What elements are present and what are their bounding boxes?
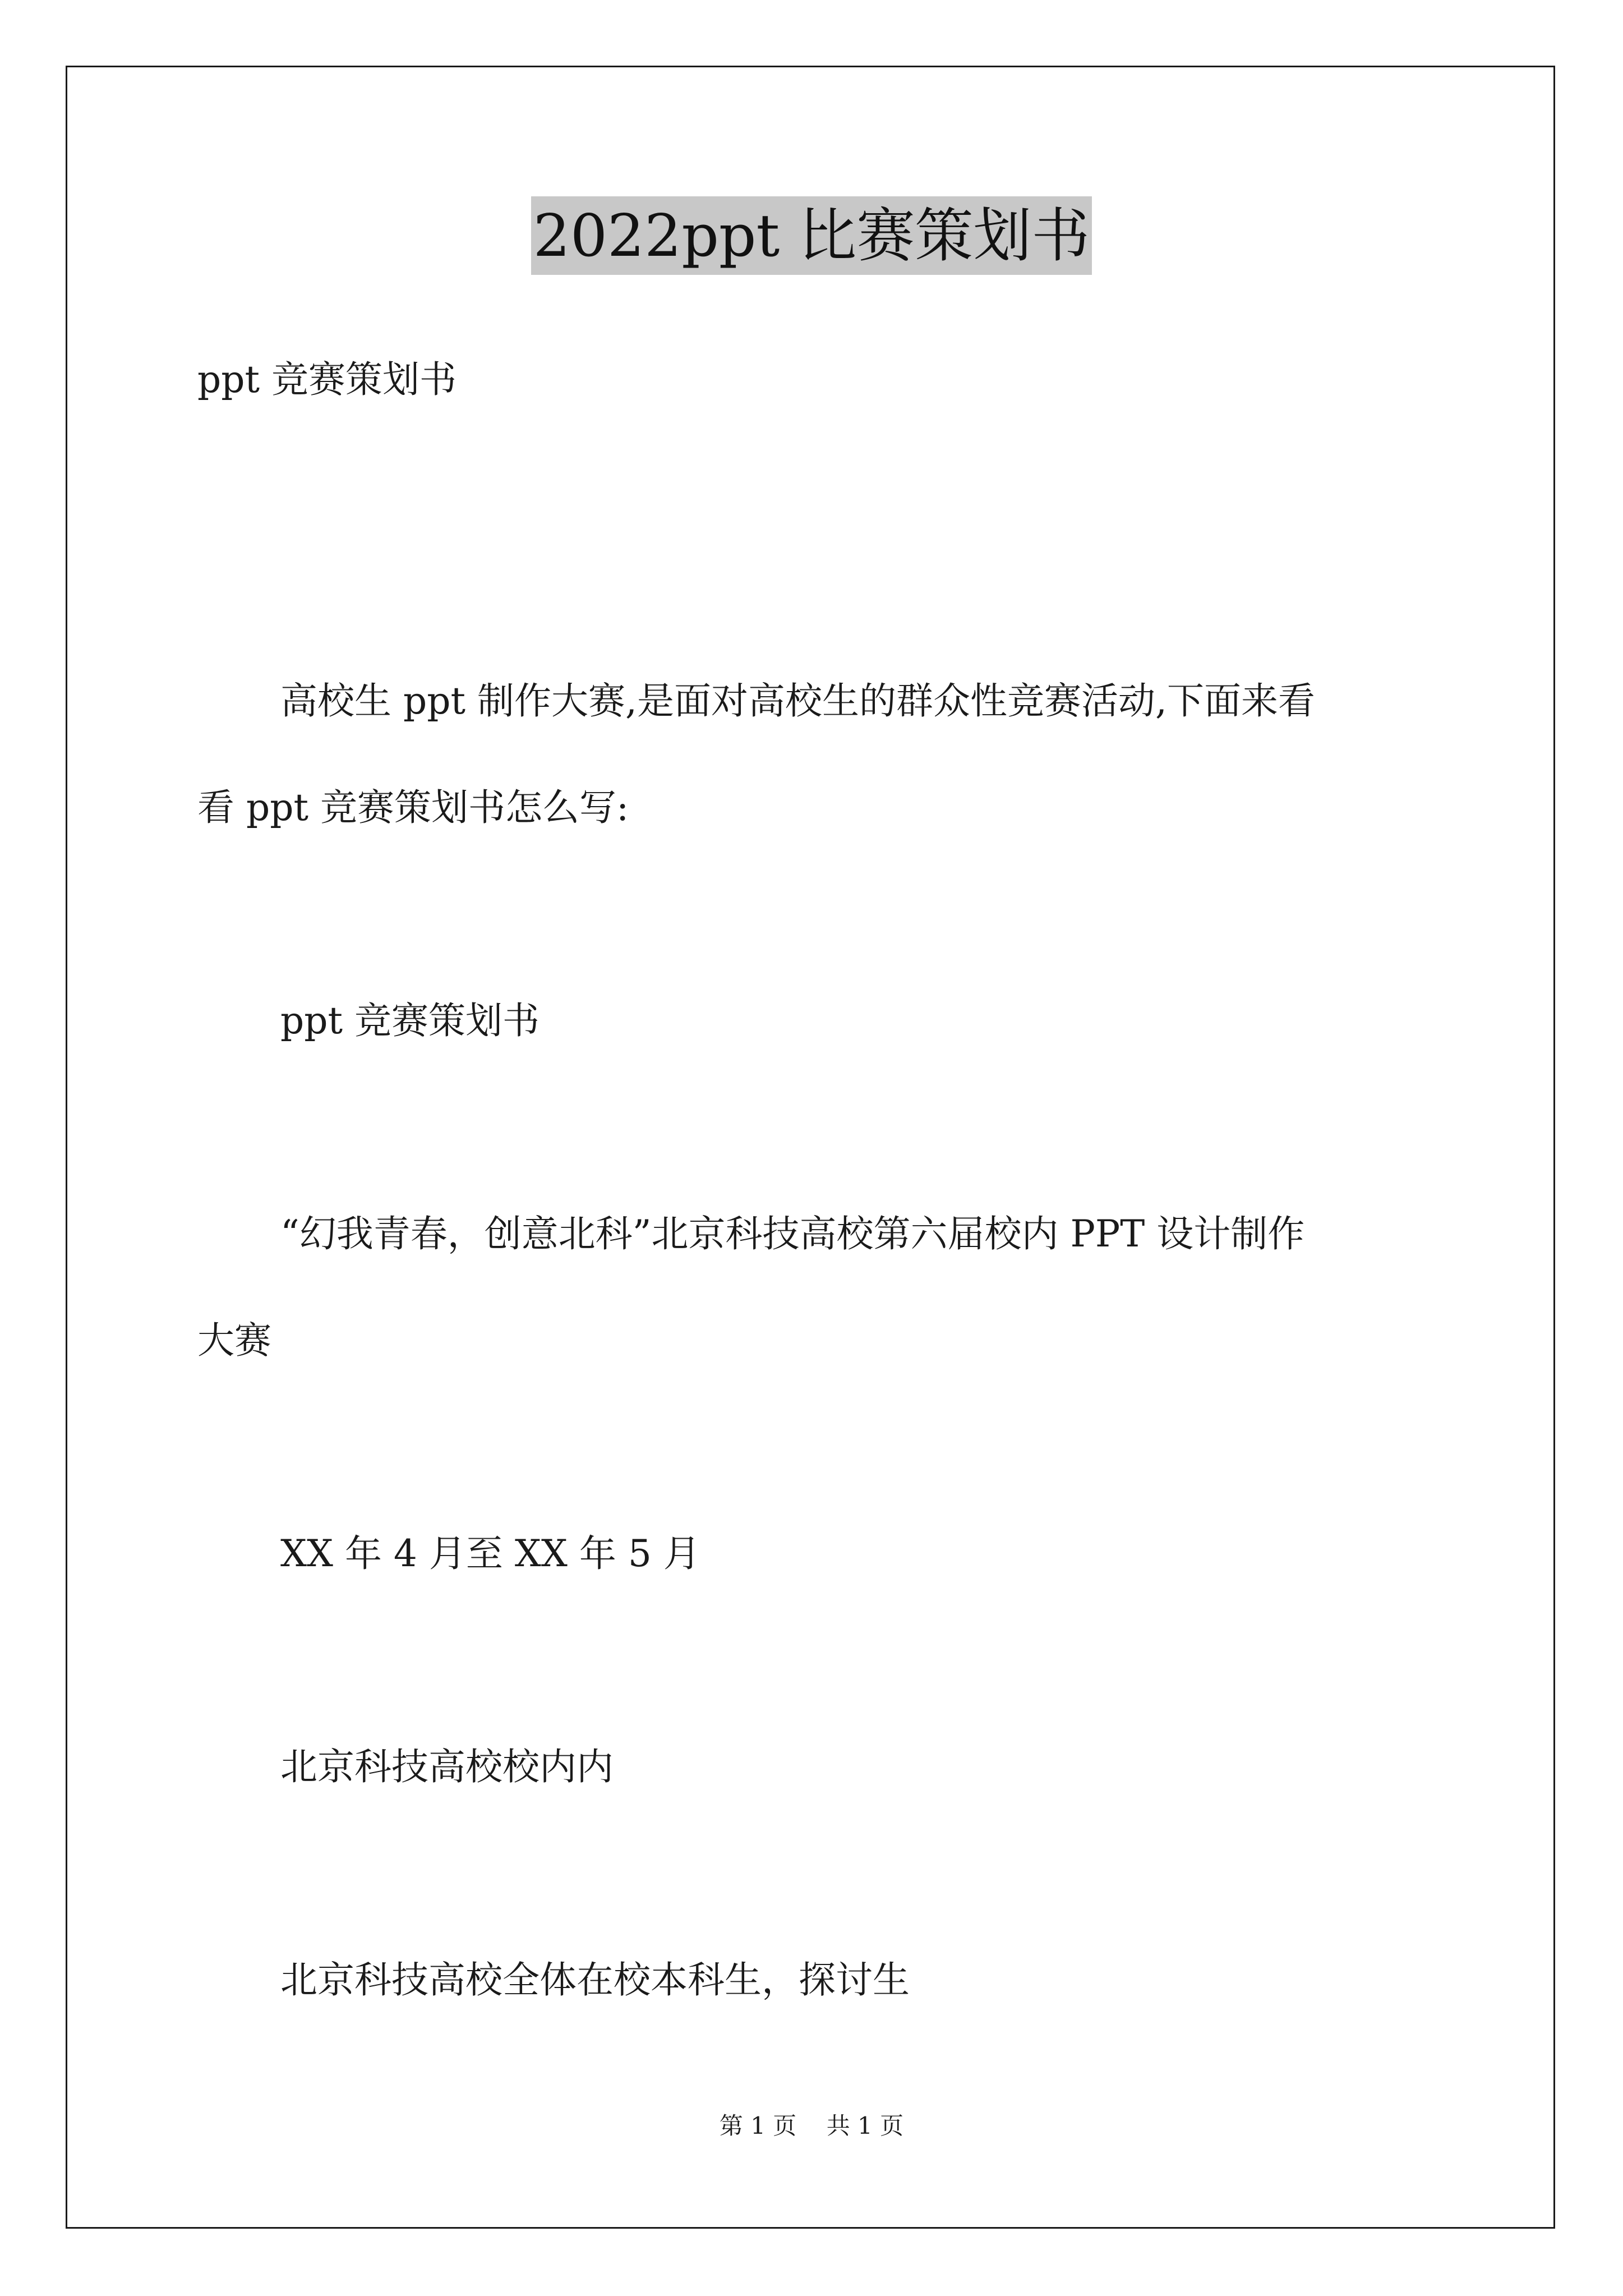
intro-paragraph-line-2: 看 ppt 竞赛策划书怎么写:	[197, 786, 629, 829]
venue: 北京科技高校校内内	[280, 1745, 614, 1788]
contest-name-line-1: “幻我青春，创意北科”北京科技高校第六届校内 PPT 设计制作	[280, 1212, 1305, 1255]
title-container	[0, 196, 1623, 275]
participants: 北京科技高校全体在校本科生，探讨生	[280, 1958, 910, 2001]
page-footer: 第 1 页 共 1 页	[719, 2112, 904, 2139]
contest-name-line-2: 大赛	[197, 1319, 271, 1362]
date-range: XX 年 4 月至 XX 年 5 月	[280, 1532, 700, 1575]
document-subtitle: ppt 竞赛策划书	[197, 358, 457, 401]
intro-paragraph-line-1: 高校生 ppt 制作大赛,是面对高校生的群众性竞赛活动,下面来看	[280, 679, 1315, 723]
section-heading: ppt 竞赛策划书	[280, 999, 540, 1042]
document-title: 2022ppt 比赛策划书	[531, 196, 1092, 275]
